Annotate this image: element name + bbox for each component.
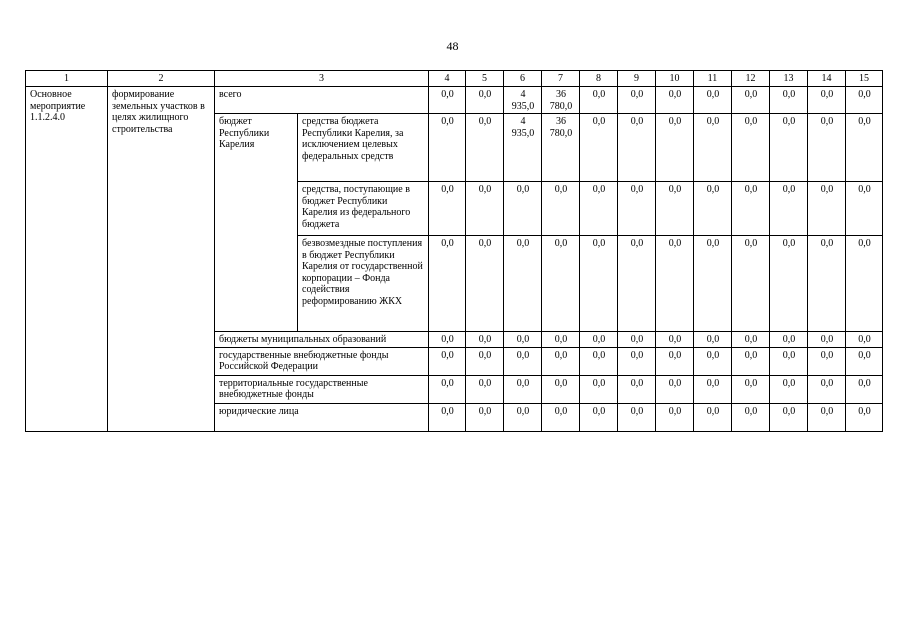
value-cell <box>542 332 580 348</box>
value-cell <box>542 403 580 431</box>
value-text: 0,0 <box>630 184 644 195</box>
value-cell <box>618 114 656 182</box>
header-cell: 2 <box>108 71 215 87</box>
value-cell <box>770 114 808 182</box>
value-text: 0,0 <box>441 184 454 195</box>
value-text: 36 <box>556 89 566 100</box>
value-text: 0,0 <box>820 184 834 195</box>
value-text: 0,0 <box>706 377 720 389</box>
value-cell <box>694 182 732 236</box>
value-cell <box>656 375 694 403</box>
value-text: 0,0 <box>478 377 492 389</box>
value-cell <box>580 236 618 332</box>
value-cell <box>656 114 694 182</box>
value-cell <box>580 347 618 375</box>
value-text: 0,0 <box>554 238 568 249</box>
value-text: 0,0 <box>706 349 720 361</box>
value-cell <box>504 403 542 431</box>
funding-subsource-label: средства, поступающие в бюджет Республики Карелия из федерального бюджета <box>298 182 429 236</box>
value-cell <box>732 114 770 182</box>
value-text: 0,0 <box>592 238 606 249</box>
value-text: 0,0 <box>668 238 682 249</box>
value-text: 0,0 <box>592 405 606 417</box>
value-text: 0,0 <box>630 377 644 389</box>
funding-source-label: территориальные государственные внебюджетные фонды <box>215 375 429 403</box>
budget-table <box>25 70 883 432</box>
value-cell <box>808 375 846 403</box>
value-cell <box>770 403 808 431</box>
value-text: 0,0 <box>820 238 834 249</box>
value-text: 0,0 <box>668 116 682 127</box>
value-text: 0,0 <box>706 184 720 195</box>
header-cell: 5 <box>466 71 504 87</box>
value-text: 0,0 <box>782 349 796 361</box>
value-text: 0,0 <box>630 334 644 345</box>
value-cell <box>656 236 694 332</box>
value-cell <box>656 403 694 431</box>
value-cell <box>504 114 542 182</box>
value-cell <box>694 403 732 431</box>
value-cell <box>732 403 770 431</box>
value-text: 0,0 <box>744 349 758 361</box>
value-text: 0,0 <box>706 116 720 127</box>
value-cell <box>429 87 466 114</box>
value-text: 935,0 <box>511 127 535 139</box>
value-text: 0,0 <box>744 238 758 249</box>
value-cell <box>846 403 883 431</box>
value-cell <box>466 114 504 182</box>
value-text: 0,0 <box>744 405 758 417</box>
value-cell <box>618 87 656 114</box>
value-text: 0,0 <box>706 238 720 249</box>
value-text: 0,0 <box>478 184 492 195</box>
value-cell <box>429 182 466 236</box>
value-text: 0,0 <box>478 116 492 127</box>
value-cell <box>429 403 466 431</box>
value-text: 0,0 <box>630 89 644 100</box>
value-cell <box>466 87 504 114</box>
funding-source-label: всего <box>215 87 429 114</box>
value-text: 0,0 <box>668 89 682 100</box>
value-text: 0,0 <box>592 184 606 195</box>
value-text: 0,0 <box>516 238 530 249</box>
header-cell: 10 <box>656 71 694 87</box>
value-text: 0,0 <box>820 89 834 100</box>
value-cell <box>542 236 580 332</box>
value-text: 935,0 <box>511 100 535 112</box>
value-cell <box>656 347 694 375</box>
value-text: 0,0 <box>820 349 834 361</box>
value-cell <box>580 403 618 431</box>
value-text: 0,0 <box>668 349 682 361</box>
value-text: 0,0 <box>858 238 871 249</box>
value-text: 0,0 <box>706 89 720 100</box>
header-row <box>26 71 883 87</box>
value-text: 36 <box>556 116 566 127</box>
value-text: 0,0 <box>592 349 606 361</box>
value-cell <box>504 332 542 348</box>
value-cell <box>542 182 580 236</box>
value-cell <box>770 347 808 375</box>
value-cell <box>656 182 694 236</box>
value-text: 0,0 <box>858 349 871 361</box>
value-cell <box>466 403 504 431</box>
value-cell <box>580 114 618 182</box>
value-text: 0,0 <box>782 377 796 389</box>
funding-source-label: юридические лица <box>215 403 429 431</box>
value-text: 0,0 <box>858 377 871 389</box>
value-text: 780,0 <box>549 127 573 139</box>
header-cell: 7 <box>542 71 580 87</box>
value-text: 0,0 <box>441 89 454 100</box>
header-cell: 8 <box>580 71 618 87</box>
value-text: 0,0 <box>858 184 871 195</box>
value-cell <box>618 403 656 431</box>
value-cell <box>580 332 618 348</box>
value-text: 0,0 <box>820 334 834 345</box>
value-cell <box>618 332 656 348</box>
value-cell <box>429 236 466 332</box>
value-cell <box>846 114 883 182</box>
value-cell <box>656 332 694 348</box>
value-cell <box>732 236 770 332</box>
value-text: 0,0 <box>516 334 530 345</box>
value-text: 0,0 <box>441 405 454 417</box>
value-cell <box>732 87 770 114</box>
value-cell <box>808 114 846 182</box>
activity-code-cell: Основное мероприятие 1.1.2.4.0 <box>26 87 108 432</box>
value-cell <box>504 347 542 375</box>
header-cell: 6 <box>504 71 542 87</box>
value-text: 0,0 <box>858 89 871 100</box>
value-cell <box>808 236 846 332</box>
value-text: 0,0 <box>820 116 834 127</box>
header-cell: 3 <box>215 71 429 87</box>
value-text: 0,0 <box>782 405 796 417</box>
value-cell <box>466 332 504 348</box>
table-row <box>26 87 883 114</box>
value-text: 0,0 <box>744 116 758 127</box>
value-cell <box>580 182 618 236</box>
value-text: 0,0 <box>516 377 530 389</box>
value-cell <box>618 347 656 375</box>
value-text: 0,0 <box>516 349 530 361</box>
value-cell <box>694 87 732 114</box>
header-cell: 12 <box>732 71 770 87</box>
header-cell: 13 <box>770 71 808 87</box>
page-number: 48 <box>446 39 459 53</box>
funding-group-label: бюджет Республики Карелия <box>215 114 298 332</box>
value-cell <box>808 347 846 375</box>
value-cell <box>504 182 542 236</box>
value-text: 0,0 <box>630 405 644 417</box>
value-text: 0,0 <box>858 405 871 417</box>
value-cell <box>429 114 466 182</box>
funding-source-label: государственные внебюджетные фонды Российской Федерации <box>215 347 429 375</box>
header-cell: 4 <box>429 71 466 87</box>
header-cell: 15 <box>846 71 883 87</box>
value-text: 0,0 <box>668 184 682 195</box>
value-text: 0,0 <box>858 116 871 127</box>
value-cell <box>466 182 504 236</box>
value-text: 0,0 <box>782 238 796 249</box>
header-cell: 14 <box>808 71 846 87</box>
value-text: 0,0 <box>668 334 682 345</box>
value-text: 0,0 <box>441 349 454 361</box>
value-cell <box>618 375 656 403</box>
value-cell <box>580 375 618 403</box>
value-text: 0,0 <box>630 349 644 361</box>
value-cell <box>618 182 656 236</box>
value-cell <box>732 182 770 236</box>
funding-subsource-label: средства бюджета Республики Карелия, за исключением целевых федеральных средств <box>298 114 429 182</box>
value-text: 0,0 <box>858 334 871 345</box>
value-text: 0,0 <box>441 238 454 249</box>
value-text: 0,0 <box>668 405 682 417</box>
value-cell <box>694 332 732 348</box>
value-cell <box>504 87 542 114</box>
value-cell <box>694 375 732 403</box>
value-text: 0,0 <box>782 334 796 345</box>
value-text: 0,0 <box>554 334 568 345</box>
value-cell <box>770 375 808 403</box>
header-cell: 1 <box>26 71 108 87</box>
value-text: 0,0 <box>820 377 834 389</box>
value-cell <box>808 87 846 114</box>
value-cell <box>732 332 770 348</box>
value-text: 0,0 <box>441 377 454 389</box>
value-text: 0,0 <box>554 377 568 389</box>
value-text: 0,0 <box>478 238 492 249</box>
value-text: 4 <box>520 116 526 127</box>
value-cell <box>808 332 846 348</box>
value-text: 780,0 <box>549 100 573 112</box>
header-cell: 9 <box>618 71 656 87</box>
value-cell <box>466 375 504 403</box>
value-cell <box>770 332 808 348</box>
value-text: 0,0 <box>554 184 568 195</box>
funding-source-label: бюджеты муниципальных образований <box>215 332 429 348</box>
value-text: 0,0 <box>441 334 454 345</box>
value-cell <box>770 236 808 332</box>
value-text: 0,0 <box>706 334 720 345</box>
value-text: 0,0 <box>630 116 644 127</box>
value-cell <box>618 236 656 332</box>
value-cell <box>808 182 846 236</box>
value-text: 0,0 <box>706 405 720 417</box>
value-cell <box>770 182 808 236</box>
funding-subsource-label: безвозмездные поступления в бюджет Республики Карелия от государственной корпорации – Фонда содействия реформированию ЖКХ <box>298 236 429 332</box>
value-text: 0,0 <box>744 377 758 389</box>
value-cell <box>466 236 504 332</box>
value-text: 0,0 <box>441 116 454 127</box>
value-cell <box>694 114 732 182</box>
header-cell: 11 <box>694 71 732 87</box>
value-cell <box>770 87 808 114</box>
value-cell <box>732 375 770 403</box>
value-text: 0,0 <box>820 405 834 417</box>
value-cell <box>542 114 580 182</box>
value-cell <box>580 87 618 114</box>
value-text: 0,0 <box>744 184 758 195</box>
value-text: 0,0 <box>630 238 644 249</box>
value-cell <box>542 347 580 375</box>
value-text: 0,0 <box>516 184 530 195</box>
value-text: 0,0 <box>592 116 606 127</box>
activity-name-cell: формирование земельных участков в целях жилищного строительства <box>108 87 215 432</box>
value-text: 0,0 <box>592 334 606 345</box>
value-text: 0,0 <box>744 89 758 100</box>
value-text: 0,0 <box>478 89 492 100</box>
value-text: 0,0 <box>668 377 682 389</box>
value-text: 0,0 <box>592 89 606 100</box>
value-text: 0,0 <box>592 377 606 389</box>
value-text: 0,0 <box>782 184 796 195</box>
value-text: 0,0 <box>478 405 492 417</box>
value-cell <box>694 236 732 332</box>
value-text: 0,0 <box>554 349 568 361</box>
value-cell <box>429 332 466 348</box>
value-text: 0,0 <box>782 116 796 127</box>
value-cell <box>846 87 883 114</box>
value-text: 0,0 <box>554 405 568 417</box>
value-cell <box>846 332 883 348</box>
value-cell <box>694 347 732 375</box>
value-text: 0,0 <box>516 405 530 417</box>
value-cell <box>542 87 580 114</box>
value-text: 0,0 <box>478 334 492 345</box>
value-text: 0,0 <box>478 349 492 361</box>
value-cell <box>732 347 770 375</box>
value-cell <box>542 375 580 403</box>
value-text: 0,0 <box>782 89 796 100</box>
value-cell <box>846 375 883 403</box>
value-cell <box>846 182 883 236</box>
value-cell <box>429 347 466 375</box>
value-cell <box>466 347 504 375</box>
value-text: 4 <box>520 89 526 100</box>
value-cell <box>846 347 883 375</box>
value-cell <box>846 236 883 332</box>
value-text: 0,0 <box>744 334 758 345</box>
value-cell <box>504 375 542 403</box>
value-cell <box>504 236 542 332</box>
value-cell <box>656 87 694 114</box>
value-cell <box>808 403 846 431</box>
value-cell <box>429 375 466 403</box>
